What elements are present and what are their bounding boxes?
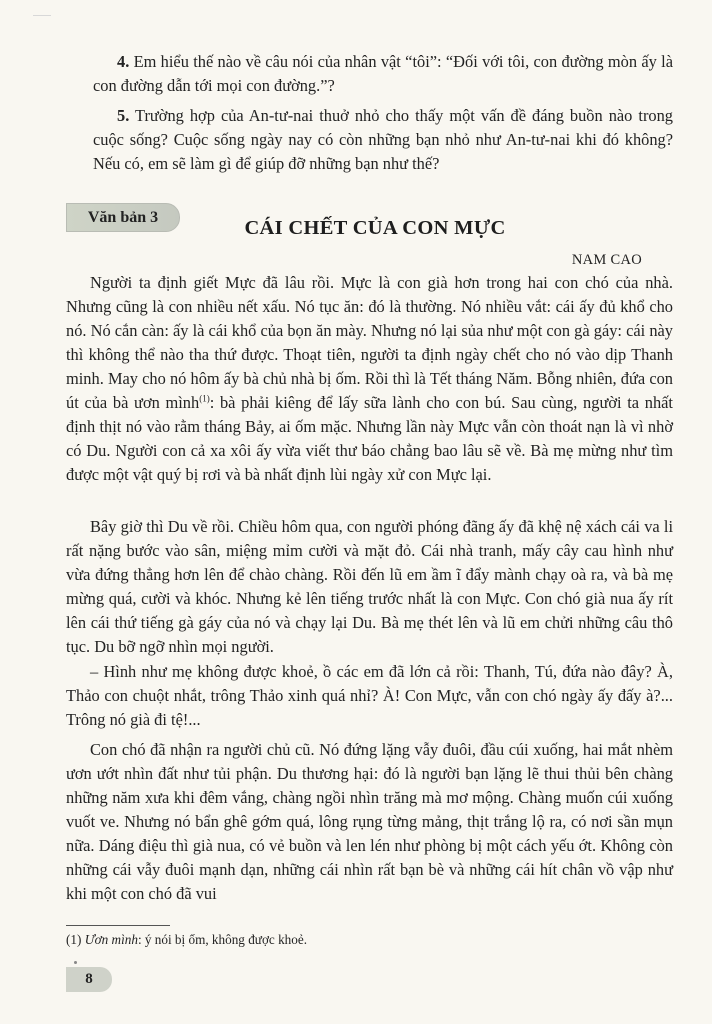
footnote-term: Ươn mình xyxy=(84,932,138,947)
scan-mark xyxy=(33,15,51,16)
paragraph-text: : bà phải kiêng để lấy sữa lành cho con bú. Sau cùng, người ta nhất định thịt nó vào rằm tháng Bảy, ai ốm mặc. Nhưng lần này Mực vẫn còn thoát nạn là vì nhờ có Du. Người con cả xa xôi ấy vừa viết thư báo chẳng bao lâu sẽ về. Bà mẹ mừng như tìm được một vật quý bị rơi và bà nhất định lùi ngày xử con Mực lại. xyxy=(66,393,673,484)
question-text: Em hiểu thế nào về câu nói của nhân vật “tôi”: “Đối với tôi, con đường mòn ấy là con đường dẫn tới mọi con đường.”? xyxy=(93,52,673,95)
section-tag: Văn bản 3 xyxy=(66,203,180,232)
question-5 xyxy=(93,104,673,176)
paragraph-2: Bây giờ thì Du về rồi. Chiều hôm qua, con người phóng đãng ấy đã khệ nệ xách cái va li rất nặng bước vào sân, miệng mỉm cười và mặt đỏ. Cái nhà tranh, mấy cây cau hình như vừa đứng thẳng hơn lên để chào chàng. Rồi đến lũ em ầm ĩ đẩy mành chạy oà ra, và bà mẹ mừng quá, cười và khóc. Nhưng kẻ lên tiếng trước nhất là con Mực. Con chó già nua ấy rít lên cái thứ tiếng gà gáy của nó và chạy lại Du. Bà mẹ thét lên và lũ em chửi những câu thô tục. Du bỡ ngỡ nhìn mọi người. xyxy=(66,517,673,656)
author-name: NAM CAO xyxy=(571,252,642,268)
decorative-dot xyxy=(74,961,77,964)
question-text: Trường hợp của An-tư-nai thuở nhỏ cho thấy một vấn đề đáng buồn nào trong cuộc sống? Cuộc sống ngày nay có còn những bạn nhỏ như An-tư-nai khi đó không? Nếu có, em sẽ làm gì để giúp đỡ những bạn như thế? xyxy=(93,106,673,173)
question-number: 4. xyxy=(117,52,130,71)
question-4 xyxy=(93,50,673,98)
paragraph-3-dialogue: – Hình như mẹ không được khoẻ, ồ các em đã lớn cả rồi: Thanh, Tú, đứa nào đây? À, Thảo con chuột nhắt, trông Thảo xinh quá nhỉ? À! Con Mực, vẫn con chó ngày ấy đấy à?... Trông nó già đi tệ!... xyxy=(66,662,673,729)
paragraph-text: Người ta định giết Mực đã lâu rồi. Mực là con già hơn trong hai con chó của nhà. Nhưng cũng là con nhiều nết xấu. Nó tục ăn: đó là thường. Nó nhiều vắt: cái ấy đủ khổ cho nó. Nó cắn càn: ấy là cái khổ của bọn ăn mày. Nhưng nó lại sủa như một con gà gáy: cái này thì không thể nào tha thứ được. Thoạt tiên, người ta định ngày chết cho nó vào dịp Thanh minh. May cho nó hôm ấy bà chủ nhà bị ốm. Rồi thì là Tết tháng Năm. Bỗng nhiên, đứa con út của bà ươn mình xyxy=(66,273,673,412)
footnote-divider xyxy=(66,925,170,926)
paragraph-4: Con chó đã nhận ra người chủ cũ. Nó đứng lặng vẫy đuôi, đầu cúi xuống, hai mắt nhèm ươn ướt nhìn đất như tủi phận. Du thương hại: đó là người bạn lặng lẽ thui thủi bên chàng những năm xưa khi đêm vắng, chàng ngồi nhìn trăng mà mơ mộng. Chàng muốn cúi xuống vuốt ve. Nhưng nó bẩn ghê gớm quá, lông rụng từng mảng, thịt trắng lộ ra, có nơi sần mụn nữa. Dáng điệu thì già nua, có vẻ buồn và len lén như phòng bị một cách yếu ớt. Không còn những cái vẫy đuôi mạnh dạn, những cái nhìn rất bạn bè và những cái hít chân vồ vập như khi một con chó đã vui xyxy=(66,740,673,903)
footnote-definition: : ý nói bị ốm, không được khoẻ. xyxy=(137,932,307,947)
footnote-number: (1) xyxy=(66,932,82,947)
footnote-reference[interactable]: (1) xyxy=(199,393,210,404)
footnote xyxy=(66,931,666,949)
paragraph-1 xyxy=(66,271,673,487)
page-number: 8 xyxy=(66,967,112,992)
text-title: CÁI CHẾT CỦA CON MỰC xyxy=(244,217,506,239)
question-number: 5. xyxy=(117,106,130,125)
